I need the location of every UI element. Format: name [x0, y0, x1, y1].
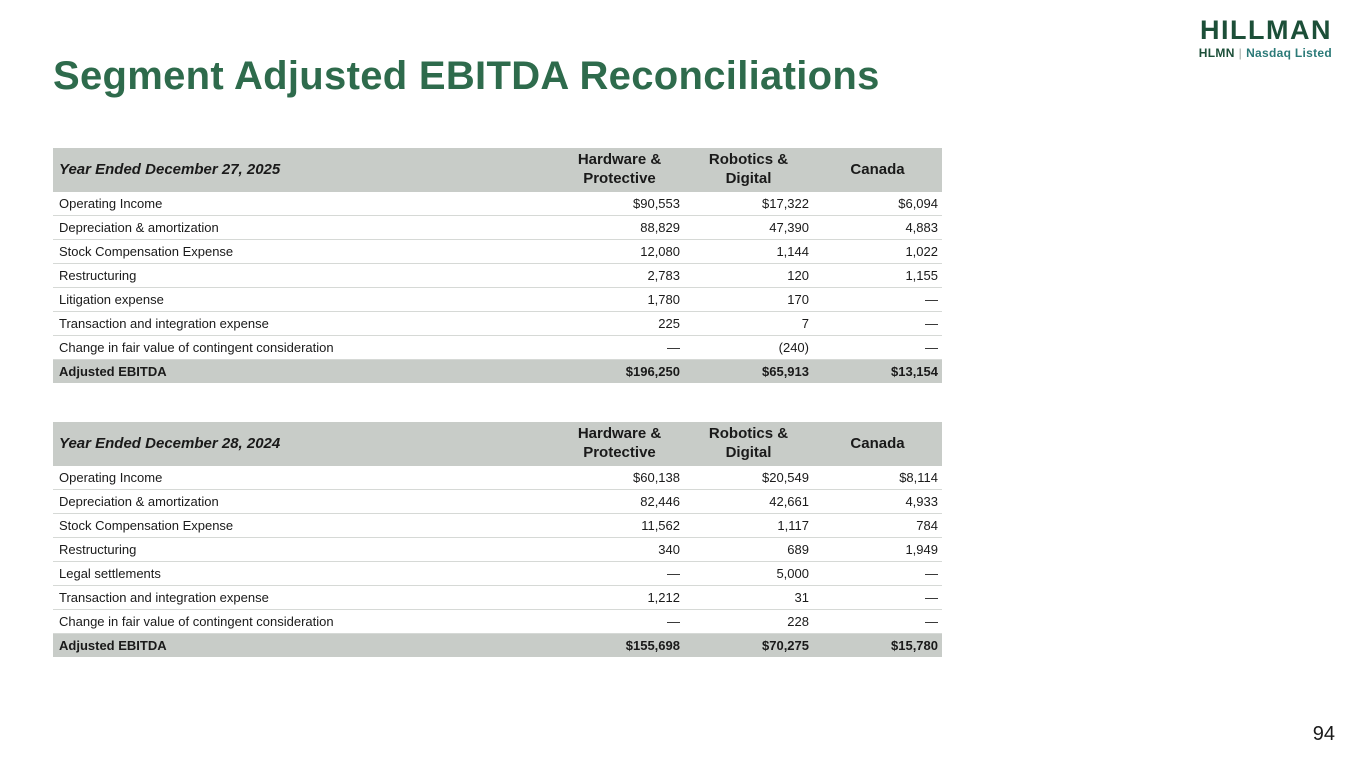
row-label: Restructuring [53, 538, 555, 562]
logo-nasdaq-listed: Nasdaq Listed [1246, 46, 1332, 61]
table-row [53, 562, 942, 586]
cell-value: $8,114 [813, 466, 942, 490]
row-label: Depreciation & amortization [53, 490, 555, 514]
cell-value: — [813, 312, 942, 336]
cell-value: 7 [684, 312, 813, 336]
cell-value: 2,783 [555, 264, 684, 288]
hillman-logo [1199, 16, 1332, 60]
column-header-canada: Canada [813, 422, 942, 466]
cell-value: 5,000 [684, 562, 813, 586]
cell-value: 88,829 [555, 216, 684, 240]
table-row [53, 466, 942, 490]
table-row [53, 514, 942, 538]
cell-value: 47,390 [684, 216, 813, 240]
row-label: Restructuring [53, 264, 555, 288]
logo-separator: | [1238, 46, 1243, 61]
column-header-robotics: Robotics & Digital [684, 148, 813, 192]
table-row [53, 240, 942, 264]
total-row-adjusted-ebitda [53, 360, 942, 384]
row-label: Legal settlements [53, 562, 555, 586]
cell-value: $6,094 [813, 192, 942, 216]
row-label: Transaction and integration expense [53, 312, 555, 336]
cell-value: 1,144 [684, 240, 813, 264]
row-label: Transaction and integration expense [53, 586, 555, 610]
table-row [53, 264, 942, 288]
cell-value: 4,883 [813, 216, 942, 240]
cell-value: 784 [813, 514, 942, 538]
row-label: Stock Compensation Expense [53, 514, 555, 538]
table-2025 [53, 148, 942, 383]
column-header-hardware: Hardware & Protective [555, 422, 684, 466]
cell-value: — [555, 562, 684, 586]
logo-subline [1199, 46, 1332, 60]
column-header-hardware: Hardware & Protective [555, 148, 684, 192]
table-row [53, 490, 942, 514]
cell-value: — [555, 610, 684, 634]
cell-value: 228 [684, 610, 813, 634]
cell-value: 31 [684, 586, 813, 610]
logo-ticker: HLMN [1198, 46, 1235, 61]
cell-value: $17,322 [684, 192, 813, 216]
cell-value: — [813, 336, 942, 360]
cell-value: 170 [684, 288, 813, 312]
page-title: Segment Adjusted EBITDA Reconciliations [53, 54, 880, 98]
row-label: Litigation expense [53, 288, 555, 312]
period-label: Year Ended December 27, 2025 [53, 148, 555, 192]
table-row [53, 312, 942, 336]
total-row-label: Adjusted EBITDA [53, 634, 555, 658]
table-row [53, 336, 942, 360]
cell-value: — [813, 610, 942, 634]
cell-value: — [813, 288, 942, 312]
table-row [53, 586, 942, 610]
total-value: $70,275 [684, 634, 813, 658]
table-row [53, 538, 942, 562]
cell-value: 120 [684, 264, 813, 288]
total-value: $155,698 [555, 634, 684, 658]
cell-value: 225 [555, 312, 684, 336]
cell-value: 4,933 [813, 490, 942, 514]
table-header-row [53, 148, 942, 192]
cell-value: 1,212 [555, 586, 684, 610]
page-number: 94 [1312, 723, 1335, 745]
period-label: Year Ended December 28, 2024 [53, 422, 555, 466]
cell-value: (240) [684, 336, 813, 360]
row-label: Change in fair value of contingent consideration [53, 610, 555, 634]
cell-value: 82,446 [555, 490, 684, 514]
column-header-canada: Canada [813, 148, 942, 192]
cell-value: $90,553 [555, 192, 684, 216]
total-row-label: Adjusted EBITDA [53, 360, 555, 384]
row-label: Depreciation & amortization [53, 216, 555, 240]
cell-value: 11,562 [555, 514, 684, 538]
cell-value: 1,117 [684, 514, 813, 538]
cell-value: 12,080 [555, 240, 684, 264]
total-value: $13,154 [813, 360, 942, 384]
cell-value: — [813, 562, 942, 586]
cell-value: 1,022 [813, 240, 942, 264]
cell-value: 1,780 [555, 288, 684, 312]
table-2024 [53, 422, 942, 657]
cell-value: $60,138 [555, 466, 684, 490]
cell-value: 1,155 [813, 264, 942, 288]
cell-value: — [555, 336, 684, 360]
row-label: Stock Compensation Expense [53, 240, 555, 264]
total-value: $196,250 [555, 360, 684, 384]
column-header-robotics: Robotics & Digital [684, 422, 813, 466]
table-2025-container [53, 148, 942, 383]
table-row [53, 610, 942, 634]
cell-value: 42,661 [684, 490, 813, 514]
row-label: Operating Income [53, 466, 555, 490]
cell-value: 1,949 [813, 538, 942, 562]
row-label: Operating Income [53, 192, 555, 216]
row-label: Change in fair value of contingent consideration [53, 336, 555, 360]
table-2024-container [53, 422, 942, 657]
table-header-row [53, 422, 942, 466]
table-row [53, 216, 942, 240]
cell-value: $20,549 [684, 466, 813, 490]
cell-value: 689 [684, 538, 813, 562]
cell-value: 340 [555, 538, 684, 562]
cell-value: — [813, 586, 942, 610]
total-row-adjusted-ebitda [53, 634, 942, 658]
table-row [53, 288, 942, 312]
table-row [53, 192, 942, 216]
total-value: $15,780 [813, 634, 942, 658]
logo-brand-text: HILLMAN [1200, 15, 1332, 45]
total-value: $65,913 [684, 360, 813, 384]
